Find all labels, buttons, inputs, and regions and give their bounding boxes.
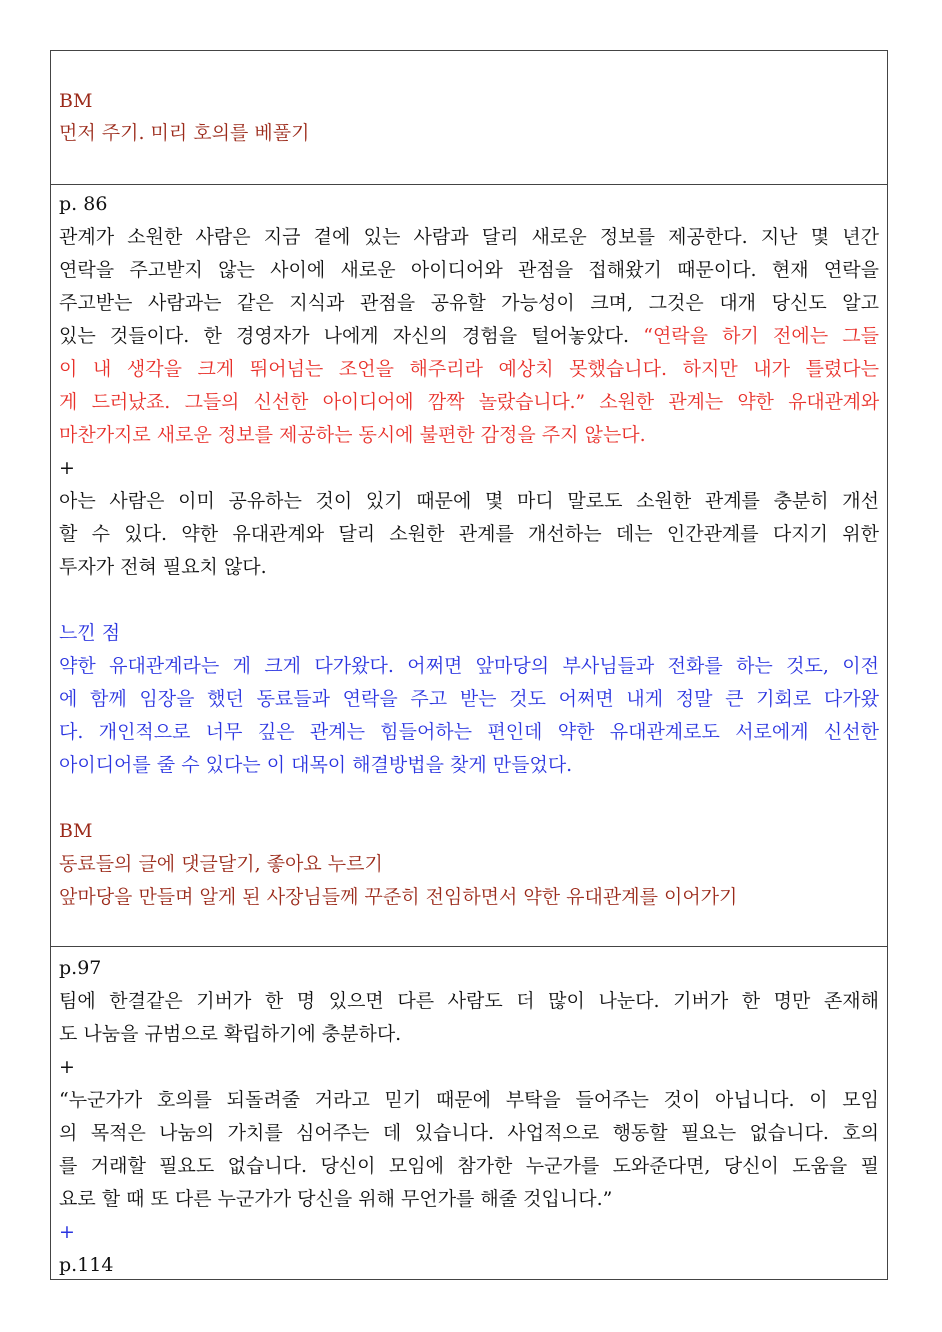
memo-table bbox=[50, 50, 888, 1280]
next-page-ref: p.114 bbox=[59, 1254, 114, 1276]
quote-line: 를 거래할 필요도 없습니다. 당신이 모임에 참가한 누군가를 도와준다면, 당신이 도움을 필 bbox=[59, 1155, 879, 1177]
body-line: 팀에 한결같은 기버가 한 명 있으면 다른 사람도 더 많이 나눈다. 기버가 한 명만 존재해 bbox=[59, 990, 879, 1012]
page-ref: p. 86 bbox=[59, 193, 108, 215]
body-line: 관계가 소원한 사람은 지금 곁에 있는 사람과 달리 새로운 정보를 제공한다. 지난 몇 년간 bbox=[59, 226, 879, 248]
body-line: 도 나눔을 규범으로 확립하기에 충분하다. bbox=[59, 1023, 402, 1045]
reflection-line: 다. 개인적으로 너무 깊은 관계는 힘들어하는 편인데 약한 유대관계로도 서로에게 신선한 bbox=[59, 721, 879, 743]
quote-line: 마찬가지로 새로운 정보를 제공하는 동시에 불편한 감정을 주지 않는다. bbox=[59, 424, 646, 446]
quote-line: 게 드러났죠. 그들의 신선한 아이디어에 깜짝 놀랐습니다.” 소원한 관계는 약한 유대관계와 bbox=[59, 391, 879, 413]
body-line-mixed bbox=[59, 320, 879, 353]
bm-line: 앞마당을 만들며 알게 된 사장님들께 꾸준히 전임하면서 약한 유대관계를 이어가기 bbox=[59, 886, 738, 908]
reflection-line: 에 함께 임장을 했던 동료들과 연락을 주고 받는 것도 어쩌면 내게 정말 큰 기회로 다가왔 bbox=[59, 688, 879, 710]
page-ref: p.97 bbox=[59, 957, 102, 979]
plus-separator: + bbox=[59, 1221, 75, 1243]
quote-text: “연락을 하기 전에는 그들 bbox=[629, 325, 879, 347]
quote-line: 의 목적은 나눔의 가치를 심어주는 데 있습니다. 사업적으로 행동할 필요는 없습니다. 호의 bbox=[59, 1122, 879, 1144]
p86-cell bbox=[51, 184, 887, 946]
body-line: 연락을 주고받지 않는 사이에 새로운 아이디어와 관점을 접해왔기 때문이다. 현재 연락을 bbox=[59, 259, 879, 281]
reflection-line: 약한 유대관계라는 게 크게 다가왔다. 어쩌면 앞마당의 부사님들과 전화를 하는 것도, 이전 bbox=[59, 655, 879, 677]
bm-text: 먼저 주기. 미리 호의를 베풀기 bbox=[59, 122, 310, 144]
reflection-line: 아이디어를 줄 수 있다는 이 대목이 해결방법을 찾게 만들었다. bbox=[59, 754, 573, 776]
body-text: 있는 것들이다. 한 경영자가 나에게 자신의 경험을 털어놓았다. bbox=[59, 325, 630, 347]
quote-line: 요로 할 때 또 다른 누군가가 당신을 위해 무언가를 해줄 것입니다.” bbox=[59, 1188, 613, 1210]
body-line: 아는 사람은 이미 공유하는 것이 있기 때문에 몇 마디 말로도 소원한 관계를 충분히 개선 bbox=[59, 490, 879, 512]
reflection-label: 느낀 점 bbox=[59, 622, 121, 644]
bm-label: BM bbox=[59, 820, 93, 842]
plus-separator: + bbox=[59, 457, 75, 479]
quote-line: “누군가가 호의를 되돌려줄 거라고 믿기 때문에 부탁을 들어주는 것이 아닙니다. 이 모임 bbox=[59, 1089, 879, 1111]
body-line: 할 수 있다. 약한 유대관계와 달리 소원한 관계를 개선하는 데는 인간관계를 다지기 위한 bbox=[59, 523, 879, 545]
bm-label: BM bbox=[59, 90, 93, 112]
quote-line: 이 내 생각을 크게 뛰어넘는 조언을 해주리라 예상치 못했습니다. 하지만 내가 틀렸다는 bbox=[59, 358, 879, 380]
bm-line: 동료들의 글에 댓글달기, 좋아요 누르기 bbox=[59, 853, 383, 875]
p97-cell bbox=[51, 946, 887, 1281]
body-line: 투자가 전혀 필요치 않다. bbox=[59, 556, 267, 578]
bm-cell-1 bbox=[51, 51, 887, 184]
body-line: 주고받는 사람과는 같은 지식과 관점을 공유할 가능성이 크며, 그것은 대개 당신도 알고 bbox=[59, 292, 879, 314]
plus-separator: + bbox=[59, 1056, 75, 1078]
